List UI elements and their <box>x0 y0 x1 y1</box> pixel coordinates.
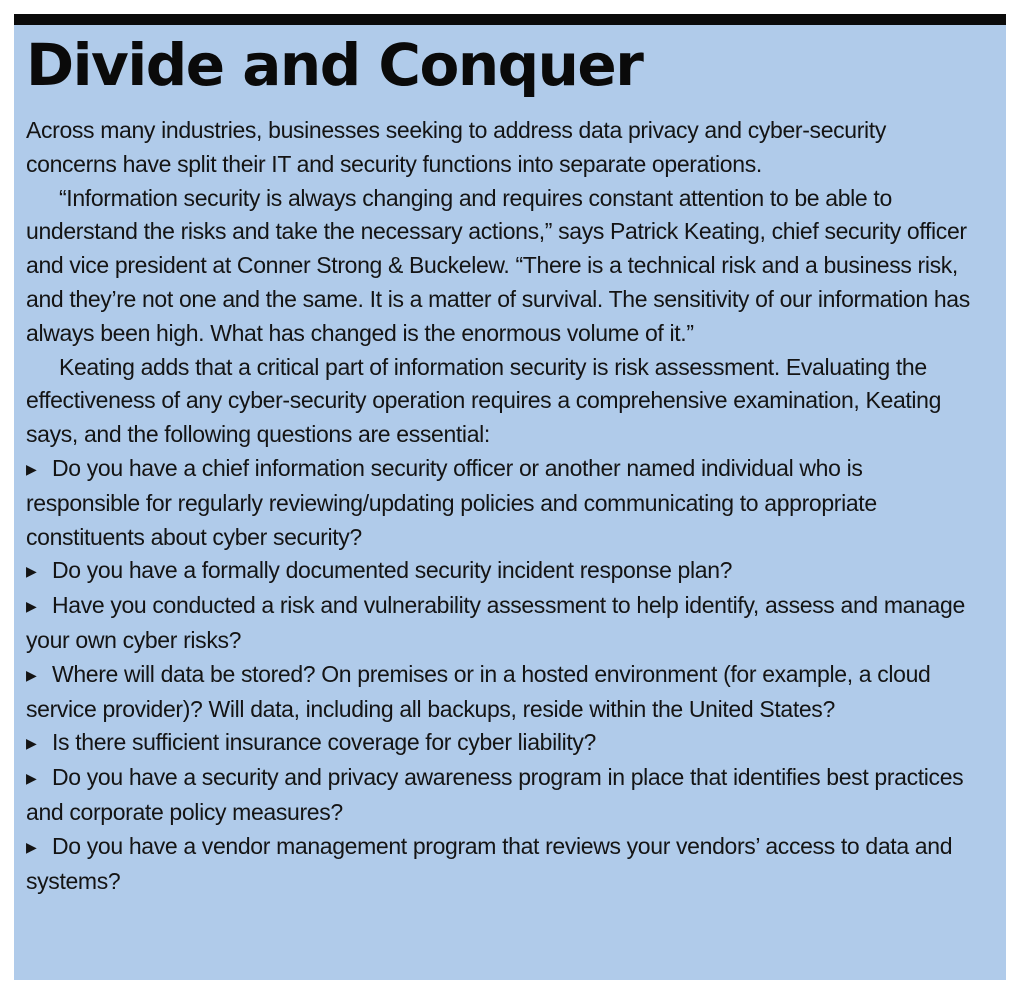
question-item <box>26 658 978 727</box>
question-item <box>26 452 978 554</box>
question-text: Is there sufficient insurance coverage for cyber liability? <box>52 729 596 756</box>
triangle-bullet-icon: ▶ <box>26 838 37 855</box>
question-item <box>26 761 978 830</box>
triangle-bullet-icon: ▶ <box>26 598 37 615</box>
question-text: Do you have a chief information security officer or another named individual who is responsible for regularly reviewing/updating policies and communicating to appropriate constituents about cyber security? <box>26 454 877 550</box>
question-item <box>26 554 978 589</box>
question-text: Do you have a formally documented security incident response plan? <box>52 557 733 584</box>
assessment-paragraph: Keating adds that a critical part of information security is risk assessment. Evaluating the effectiveness of any cyber-security operation requires a comprehensive examination, Keating says, and the following questions are essential: <box>26 353 942 448</box>
triangle-bullet-icon: ▶ <box>26 460 37 477</box>
sidebar-title: Divide and Conquer <box>26 31 643 99</box>
question-item <box>26 830 978 899</box>
question-text: Have you conducted a risk and vulnerability assessment to help identify, assess and manage your own cyber risks? <box>26 592 965 653</box>
question-text: Do you have a vendor management program that reviews your vendors’ access to data and systems? <box>26 832 953 894</box>
question-text: Do you have a security and privacy awareness program in place that identifies best practices and corporate policy measures? <box>26 764 964 825</box>
triangle-bullet-icon: ▶ <box>26 563 37 580</box>
triangle-bullet-icon: ▶ <box>26 735 37 752</box>
question-item <box>26 726 978 761</box>
triangle-bullet-icon: ▶ <box>26 666 37 683</box>
quote-paragraph: “Information security is always changing and requires constant attention to be able to understand the risks and take the necessary actions,” says Patrick Keating, chief security officer and vice president at Conner Strong & Buckelew. “There is a technical risk and a business risk, and they’re not one and the same. It is a matter of survival. The sensitivity of our information has always been high. What has changed is the enormous volume of it.” <box>26 184 970 346</box>
sidebar-body <box>26 114 978 898</box>
triangle-bullet-icon: ▶ <box>26 770 37 787</box>
question-text: Where will data be stored? On premises or in a hosted environment (for example, a cloud service provider)? Will data, including all backups, reside within the United States? <box>26 660 931 722</box>
question-item <box>26 589 978 658</box>
intro-paragraph: Across many industries, businesses seeking to address data privacy and cyber-security concerns have split their IT and security functions into separate operations. <box>26 117 886 177</box>
